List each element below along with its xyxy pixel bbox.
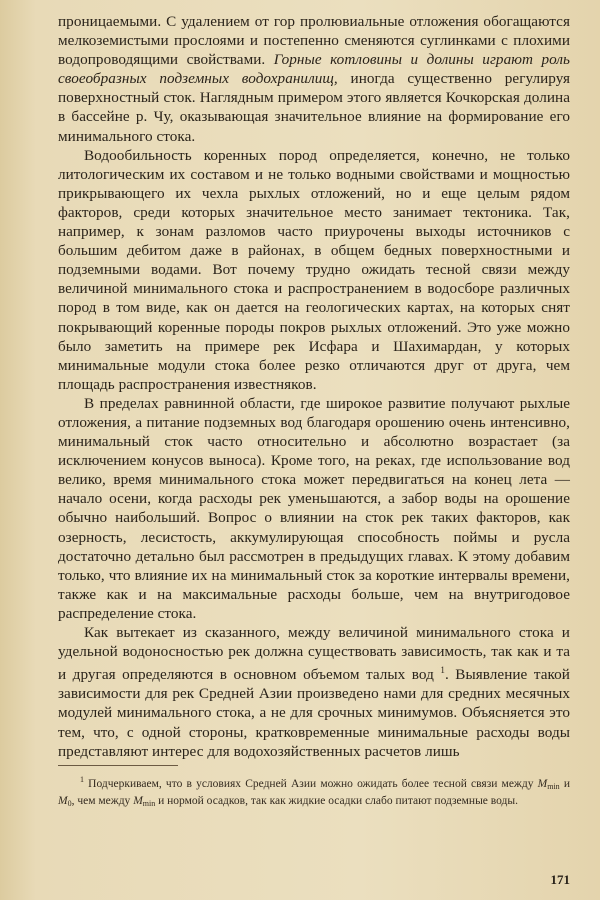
footnote: $^1$ Подчеркиваем, что в условиях Средней Азии можно ожидать более тесной связи между $M_{min}$ и $M_0$, чем между $M_{min}$ и нормой осадков, так как жидкие осадки слабо питают подземные воды. xyxy=(58,774,571,808)
footnote-mark: 1 xyxy=(80,774,84,784)
italic-emphasis: Горные котловины и долины играют роль своеобразных подземных водохранилищ, xyxy=(58,51,570,88)
footnote-reference: 1 xyxy=(440,665,445,676)
paragraph-2: Водообильность коренных пород определяется, конечно, не только литологическим их составом и не только водными свойствами и мощностью прикрывающего их чехла рыхлых отложений, но и еще целым рядом факторов, среди которых значительное место занимает тектоника. Так, например, к зонам разломов часто приурочены выходы источников с большим дебитом даже в районах, в общем бедных поверхностными и подземными водами. Вот почему трудно ожидать тесной связи между величиной минимального стока и распространением в водосборе различных пород в том виде, как он дается на геологических картах, на которых снят покрывающий коренные породы покров рыхлых отложений. Это уже можно было заметить на примере рек Исфара и Шахимардан, у которых минимальные модули стока более резко отличаются друг от друга, чем площадь распространения известняков. xyxy=(58,146,570,393)
paragraph-1: проницаемыми. С удалением от гор пролювиальные отложения обогащаются мелкоземистыми прослоями и постепенно сменяются суглинками с плохими водопроводящими свойствами. Горные котловины и долины играют роль своеобразных подземных водохранилищ, иногда существенно регулируя поверхностный сток. Наглядным примером этого является Кочкорская долина в бассейне р. Чу, оказывающая значительное влияние на формирование его минимального стока. xyxy=(58,13,571,145)
paragraph-4: Как вытекает из сказанного, между величиной минимального стока и удельной водоносностью рек должна существовать зависимость, так как и та и другая определяются в основном объемом талых вод $^1$. Выявление такой зависимости для рек Средней Азии произведено нами для средних месячных модулей минимального стока, а не для срочных минимумов. Объясняется это тем, что, с одной стороны, кратковременные минимальные расходы воды представляют интерес для водохозяйственных расчетов лишь xyxy=(58,624,570,760)
footnote-divider xyxy=(58,765,178,766)
paragraph-3: В пределах равнинной области, где широкое развитие получают рыхлые отложения, а питание подземных вод благодаря орошению очень интенсивно, минимальный сток часто относительно и абсолютно возрастает (за исключением конусов выноса). Кроме того, на реках, где использование вод велико, время минимального стока может передвигаться на конец лета — начало осени, когда расходы рек уменьшаются, а забор воды на орошение обычно наибольший. Вопрос о влиянии на сток рек таких факторов, как озерность, лесистость, аккумулирующая способность поймы и русла достаточно детально был рассмотрен в предыдущих главах. К этому добавим только, что влияние их на минимальный сток за короткие интервалы времени, также как и на максимальные расходы больше, чем на внутригодовое распределение стока. xyxy=(58,394,570,622)
page-number: 171 xyxy=(550,872,570,887)
